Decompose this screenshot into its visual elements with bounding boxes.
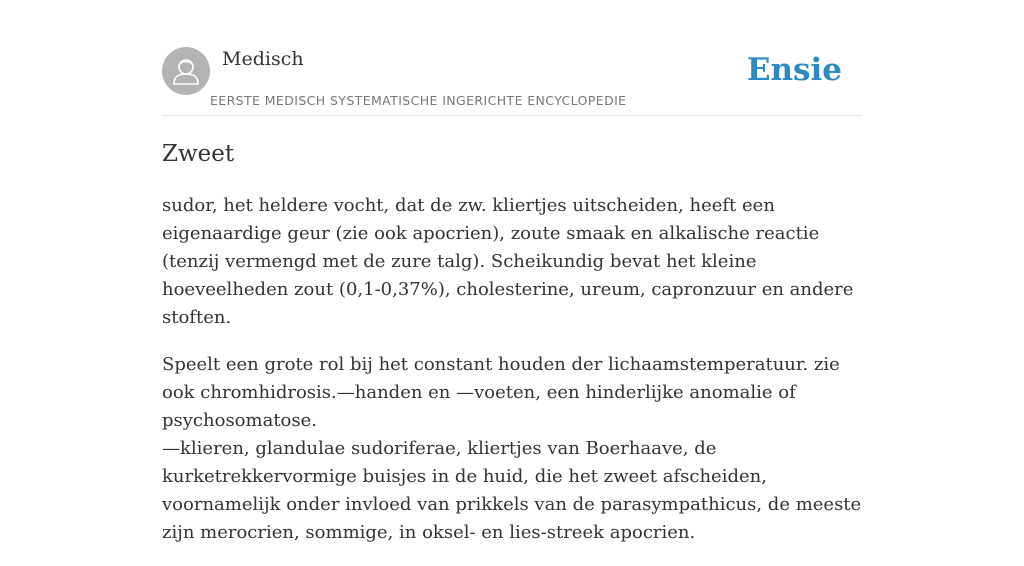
article-body [162,192,862,566]
brand-logo[interactable]: Ensie [746,52,842,88]
article-line: Speelt een grote rol bij het constant houden der lichaamstemperatuur. zie ook chromhidrosis.—handen en —voeten, een hinderlijke anomalie of psychosomatose. [162,354,840,431]
source-header [162,47,862,116]
source-avatar[interactable] [162,47,210,95]
source-subtitle: EERSTE MEDISCH SYSTEMATISCHE INGERICHTE ENCYCLOPEDIE [210,93,627,108]
article-title: Zweet [162,141,235,167]
source-name[interactable]: Medisch [222,48,304,70]
article-paragraph [162,351,862,547]
article-line: —klieren, glandulae sudoriferae, kliertjes van Boerhaave, de kurketrekkervormige buisjes in de huid, die het zweet afscheiden, voornamelijk onder invloed van prikkels van de parasympathicus, de meeste zijn merocrien, sommige, in oksel- en lies-streek apocrien. [162,438,862,543]
user-silhouette-icon [162,47,210,95]
article-paragraph: sudor, het heldere vocht, dat de zw. kliertjes uitscheiden, heeft een eigenaardige geur (zie ook apocrien), zoute smaak en alkalische reactie (tenzij vermengd met de zure talg). Scheikundig bevat het kleine hoeveelheden zout (0,1-0,37%), cholesterine, ureum, capronzuur en andere stoften. [162,195,854,328]
